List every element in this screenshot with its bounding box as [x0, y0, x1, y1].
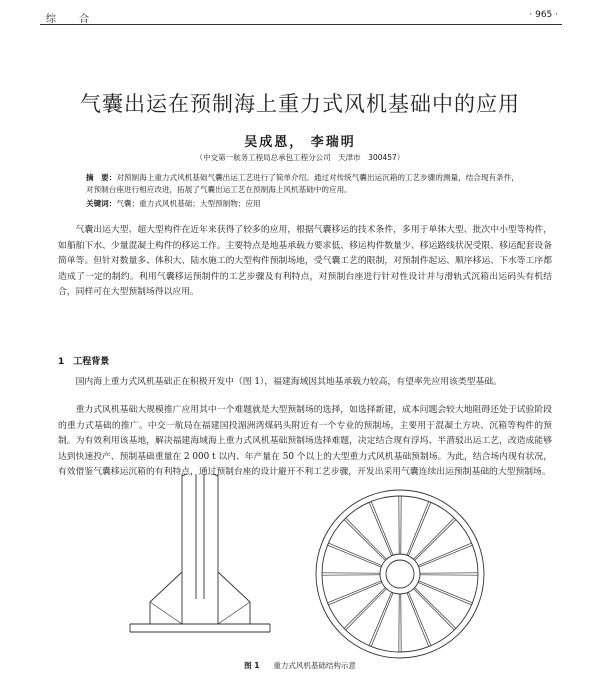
cone-right: [218, 572, 250, 624]
figure-number: 图 1: [244, 661, 260, 670]
shaft-top-arc: [182, 474, 218, 476]
authors: 吴成恩， 李瑞明: [244, 135, 356, 150]
rib-left-a: [150, 602, 182, 624]
outer-ring-inner: [322, 496, 478, 652]
paper-title: 气囊出运在预制海上重力式风机基础中的应用: [80, 92, 520, 116]
header-section: 综 合: [46, 14, 100, 25]
foundation-structure-figure: [100, 474, 540, 659]
abstract-label: 摘 要：: [86, 173, 117, 182]
spokes: [322, 496, 478, 652]
abstract: [86, 172, 524, 196]
elevation-view: [130, 474, 270, 632]
hub-inner: [386, 560, 414, 588]
section-heading: 1 工程背景: [58, 357, 110, 367]
plan-view: [316, 490, 484, 658]
keywords-text: 气囊；重力式风机基础；大型预制物；应用: [116, 199, 261, 208]
figure-caption: [0, 660, 600, 671]
figure-caption-text: 重力式风机基础结构示意: [273, 661, 356, 670]
affiliation: （中交第一航务工程局总承包工程分公司 天津市 300457）: [195, 153, 405, 162]
abstract-text: 对预制海上重力式风机基础气囊出运工艺进行了简单介绍。通过对传统气囊出运沉箱的工艺步骤的测量，结合现有条件，对预制台座进行相应改进，拓展了气囊出运工艺在预制海上风机基础中的应用。: [86, 173, 519, 194]
outer-ring: [316, 490, 484, 658]
keywords-label: 关键词：: [86, 199, 117, 208]
body-paragraph-prefab-site: 重力式风机基础大规模推广应用其中一个难题就是大型预制场的选择，如选择新建，成本问题会较大地阻碍还处于试验阶段的重力式基础的推广。中交一航局在福建国投湄洲湾煤码头附近有一个专业的预制场，主要用于混凝土方块、沉箱等构件的预制。为有效利用该基地，解决福建海域海上重力式风机基础预制场选择难题，决定结合现有浮坞、半潜驳出运工艺，改造成能够达到快速投产、预制基础重量在 2 000 t 以内、年产量在 50 个以上的大型重力式风机基础预制场。为此，结合场内现有状况，有效借鉴气囊移运沉箱的有利特点，通过预制台座的设计避开不利工艺步骤，开发出采用气囊连续出运预制基础的大型预制场。: [58, 405, 552, 477]
header-rule: [40, 24, 562, 25]
cone-left: [150, 572, 182, 624]
keywords: [86, 198, 524, 209]
body-paragraph-intro: 气囊出运大型、超大型构件在近年来获得了较多的应用，根据气囊移运的技术条件，多用于单体大型、批次中小型等构件，如船舶下水、少量混凝土构件的移运工作。主要特点是地基承载力要求低、移运构件数量少、移运路线状况受限、移运配套设备简单等。但针对数量多、体积大、陆水施工的大型构件预制场地，受气囊工艺的限制，对预制件起运、顺序移运、下水等工序都造成了一定的制约。利用气囊移运预制件的工艺步骤及有利特点，对预制台座进行针对性设计并与滑轨式沉箱出运码头有机结合，同样可在大型预制场得以应用。: [58, 225, 552, 297]
body-paragraph-background: 国内海上重力式风机基础正在积极开发中（图 1），福建海域因其地基承载力较高，有望率先应用该类型基础。: [75, 377, 502, 387]
header-page-number: · 965 ·: [529, 10, 558, 20]
rib-right-a: [218, 602, 250, 624]
